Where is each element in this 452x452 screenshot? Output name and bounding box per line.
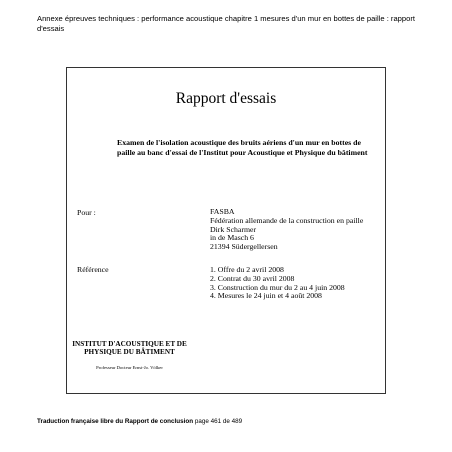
report-title: Rapport d'essais <box>175 90 277 107</box>
pour-line: Dirk Scharmer <box>210 224 257 234</box>
pour-line: FASBA <box>210 207 235 216</box>
reference-item: 1. Offre du 2 avril 2008 <box>210 265 284 274</box>
pour-line: in de Masch 6 <box>210 233 254 243</box>
pour-line: Fédération allemande de la construction en paille <box>210 215 364 225</box>
pour-line: 21394 Südergellersen <box>210 242 278 252</box>
report-cover-frame <box>66 67 386 394</box>
reference-item: 2. Contrat du 30 avril 2008 <box>210 273 295 283</box>
page-header: Annexe épreuves techniques : performance acoustique chapitre 1 mesures d'un mur en bottes de paille : rapport d'essais <box>37 14 415 33</box>
report-subject: Examen de l'isolation acoustique des bruits aériens d'un mur en bottes de paille au banc d'essai de l'Institut pour Acoustique et Physique du bâtiment <box>117 138 368 157</box>
pour-label: Pour : <box>77 208 96 217</box>
institute-name: INSTITUT D'ACOUSTIQUE ET DE PHYSIQUE DU BÂTIMENT <box>72 340 187 357</box>
page-footer <box>37 418 242 425</box>
footer-page-number: page 461 de 489 <box>194 418 243 425</box>
footer-translation-note: Traduction française libre du Rapport de conclusion <box>37 418 194 425</box>
reference-item: 3. Construction du mur du 2 au 4 juin 2008 <box>210 282 345 292</box>
reference-item: 4. Mesures le 24 juin et 4 août 2008 <box>210 291 322 301</box>
pour-address <box>210 208 380 252</box>
reference-list <box>210 266 380 301</box>
professor-signature: Professeur Docteur Ernst-Jo. Völker <box>96 365 163 370</box>
reference-label: Référence <box>77 265 109 274</box>
